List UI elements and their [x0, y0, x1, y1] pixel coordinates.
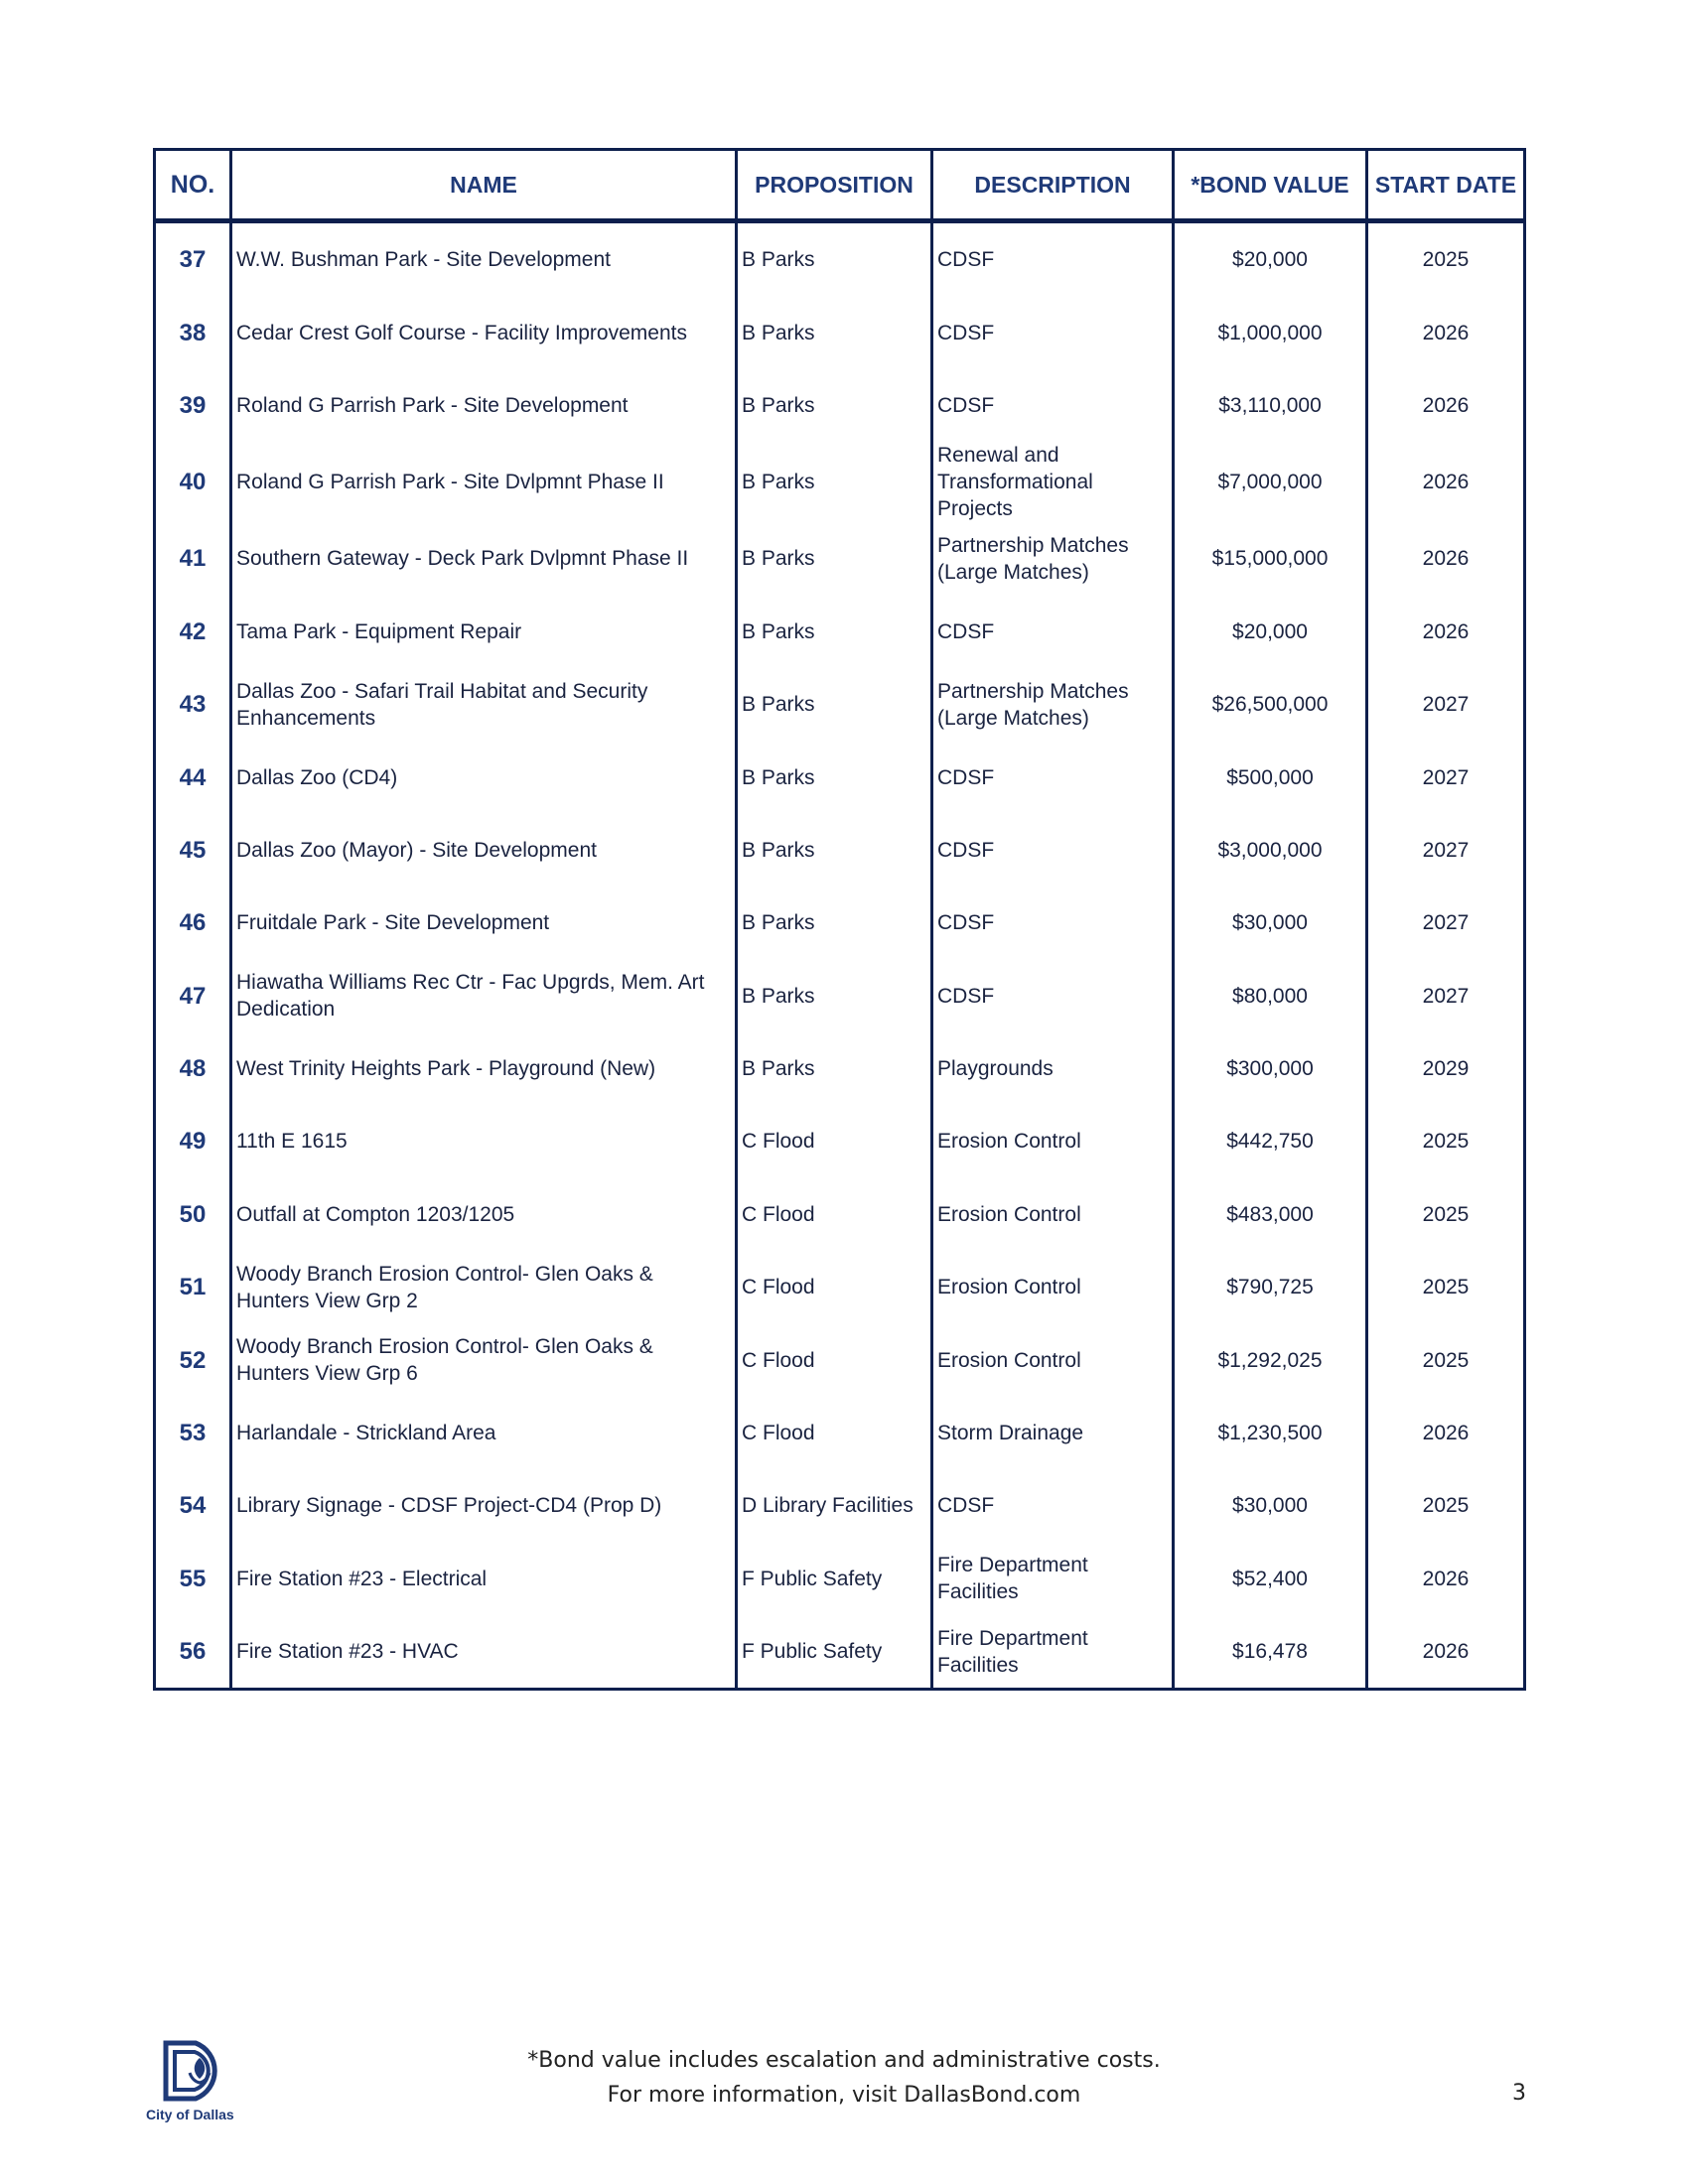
cell-description: CDSF — [932, 221, 1174, 297]
table-row — [155, 442, 1525, 522]
cell-description: CDSF — [932, 596, 1174, 668]
cell-description: CDSF — [932, 960, 1174, 1032]
header-bond-value: *BOND VALUE — [1174, 150, 1367, 221]
cell-no: 54 — [155, 1469, 231, 1542]
cell-name: Harlandale - Strickland Area — [231, 1397, 737, 1469]
cell-bond-value: $30,000 — [1174, 887, 1367, 959]
cell-proposition: C Flood — [737, 1178, 932, 1251]
cell-bond-value: $500,000 — [1174, 741, 1367, 813]
cell-description: CDSF — [932, 296, 1174, 368]
header-no: NO. — [155, 150, 231, 221]
table-row — [155, 296, 1525, 368]
cell-description: CDSF — [932, 887, 1174, 959]
cell-name: Cedar Crest Golf Course - Facility Improvements — [231, 296, 737, 368]
cell-no: 50 — [155, 1178, 231, 1251]
cell-bond-value: $1,000,000 — [1174, 296, 1367, 368]
cell-bond-value: $20,000 — [1174, 221, 1367, 297]
cell-no: 47 — [155, 960, 231, 1032]
cell-no: 38 — [155, 296, 231, 368]
cell-name: West Trinity Heights Park - Playground (New) — [231, 1032, 737, 1105]
cell-name: Tama Park - Equipment Repair — [231, 596, 737, 668]
table-row — [155, 1469, 1525, 1542]
table-row — [155, 1032, 1525, 1105]
table-row — [155, 369, 1525, 442]
cell-description: Erosion Control — [932, 1105, 1174, 1177]
table-header-row — [155, 150, 1525, 221]
cell-bond-value: $300,000 — [1174, 1032, 1367, 1105]
cell-description: Erosion Control — [932, 1251, 1174, 1323]
cell-start-date: 2025 — [1367, 1323, 1525, 1396]
cell-name: Outfall at Compton 1203/1205 — [231, 1178, 737, 1251]
cell-start-date: 2026 — [1367, 296, 1525, 368]
cell-name: Dallas Zoo (CD4) — [231, 741, 737, 813]
cell-start-date: 2025 — [1367, 1469, 1525, 1542]
header-name: NAME — [231, 150, 737, 221]
header-start-date: START DATE — [1367, 150, 1525, 221]
cell-no: 51 — [155, 1251, 231, 1323]
cell-bond-value: $7,000,000 — [1174, 442, 1367, 522]
cell-description: Erosion Control — [932, 1178, 1174, 1251]
cell-description: Renewal and Transformational Projects — [932, 442, 1174, 522]
cell-start-date: 2026 — [1367, 522, 1525, 595]
cell-start-date: 2027 — [1367, 887, 1525, 959]
cell-no: 37 — [155, 221, 231, 297]
cell-bond-value: $20,000 — [1174, 596, 1367, 668]
cell-bond-value: $3,110,000 — [1174, 369, 1367, 442]
cell-no: 43 — [155, 668, 231, 741]
cell-bond-value: $3,000,000 — [1174, 814, 1367, 887]
cell-no: 53 — [155, 1397, 231, 1469]
table-row — [155, 1615, 1525, 1690]
cell-proposition: C Flood — [737, 1105, 932, 1177]
cell-no: 52 — [155, 1323, 231, 1396]
cell-name: Hiawatha Williams Rec Ctr - Fac Upgrds, Mem. Art Dedication — [231, 960, 737, 1032]
cell-start-date: 2027 — [1367, 741, 1525, 813]
cell-proposition: C Flood — [737, 1323, 932, 1396]
cell-description: CDSF — [932, 1469, 1174, 1542]
cell-start-date: 2025 — [1367, 221, 1525, 297]
cell-start-date: 2025 — [1367, 1251, 1525, 1323]
cell-proposition: B Parks — [737, 741, 932, 813]
cell-no: 41 — [155, 522, 231, 595]
cell-start-date: 2026 — [1367, 1615, 1525, 1690]
cell-description: Partnership Matches (Large Matches) — [932, 522, 1174, 595]
table-row — [155, 960, 1525, 1032]
cell-proposition: B Parks — [737, 1032, 932, 1105]
dallas-d-icon — [162, 2039, 237, 2103]
cell-proposition: B Parks — [737, 522, 932, 595]
table-row — [155, 887, 1525, 959]
cell-proposition: C Flood — [737, 1397, 932, 1469]
table-row — [155, 668, 1525, 741]
cell-description: CDSF — [932, 814, 1174, 887]
cell-name: Roland G Parrish Park - Site Dvlpmnt Phase II — [231, 442, 737, 522]
cell-description: CDSF — [932, 741, 1174, 813]
table-row — [155, 741, 1525, 813]
cell-start-date: 2027 — [1367, 960, 1525, 1032]
table-row — [155, 1105, 1525, 1177]
table-row — [155, 814, 1525, 887]
cell-description: Fire Department Facilities — [932, 1615, 1174, 1690]
cell-start-date: 2026 — [1367, 442, 1525, 522]
table-row — [155, 1543, 1525, 1615]
cell-name: Library Signage - CDSF Project-CD4 (Prop D) — [231, 1469, 737, 1542]
cell-no: 44 — [155, 741, 231, 813]
header-proposition: PROPOSITION — [737, 150, 932, 221]
cell-description: Storm Drainage — [932, 1397, 1174, 1469]
cell-bond-value: $790,725 — [1174, 1251, 1367, 1323]
cell-start-date: 2029 — [1367, 1032, 1525, 1105]
cell-proposition: B Parks — [737, 221, 932, 297]
cell-name: Roland G Parrish Park - Site Development — [231, 369, 737, 442]
cell-name: Dallas Zoo - Safari Trail Habitat and Security Enhancements — [231, 668, 737, 741]
cell-description: CDSF — [932, 369, 1174, 442]
cell-no: 55 — [155, 1543, 231, 1615]
cell-proposition: B Parks — [737, 442, 932, 522]
cell-name: 11th E 1615 — [231, 1105, 737, 1177]
cell-bond-value: $1,230,500 — [1174, 1397, 1367, 1469]
table-row — [155, 1397, 1525, 1469]
cell-bond-value: $15,000,000 — [1174, 522, 1367, 595]
cell-proposition: D Library Facilities — [737, 1469, 932, 1542]
cell-bond-value: $52,400 — [1174, 1543, 1367, 1615]
cell-bond-value: $1,292,025 — [1174, 1323, 1367, 1396]
table-row — [155, 596, 1525, 668]
cell-proposition: B Parks — [737, 887, 932, 959]
cell-name: W.W. Bushman Park - Site Development — [231, 221, 737, 297]
cell-start-date: 2026 — [1367, 596, 1525, 668]
cell-bond-value: $442,750 — [1174, 1105, 1367, 1177]
bond-projects-sheet — [153, 148, 1523, 1691]
city-of-dallas-logo — [146, 2039, 255, 2122]
table-row — [155, 221, 1525, 297]
cell-no: 46 — [155, 887, 231, 959]
cell-bond-value: $80,000 — [1174, 960, 1367, 1032]
cell-bond-value: $16,478 — [1174, 1615, 1367, 1690]
cell-proposition: F Public Safety — [737, 1615, 932, 1690]
cell-no: 56 — [155, 1615, 231, 1690]
table-row — [155, 1178, 1525, 1251]
cell-description: Partnership Matches (Large Matches) — [932, 668, 1174, 741]
cell-name: Woody Branch Erosion Control- Glen Oaks & Hunters View Grp 2 — [231, 1251, 737, 1323]
cell-proposition: B Parks — [737, 668, 932, 741]
footnote-more-info: For more information, visit DallasBond.com — [607, 2083, 1081, 2108]
cell-start-date: 2026 — [1367, 1543, 1525, 1615]
header-description: DESCRIPTION — [932, 150, 1174, 221]
cell-no: 48 — [155, 1032, 231, 1105]
cell-proposition: B Parks — [737, 960, 932, 1032]
cell-proposition: B Parks — [737, 596, 932, 668]
cell-proposition: F Public Safety — [737, 1543, 932, 1615]
cell-start-date: 2025 — [1367, 1178, 1525, 1251]
page-number: 3 — [1512, 2081, 1526, 2106]
footnote-bond-value: *Bond value includes escalation and administrative costs. — [527, 2048, 1161, 2073]
cell-name: Woody Branch Erosion Control- Glen Oaks & Hunters View Grp 6 — [231, 1323, 737, 1396]
cell-proposition: B Parks — [737, 814, 932, 887]
cell-description: Fire Department Facilities — [932, 1543, 1174, 1615]
cell-name: Fruitdale Park - Site Development — [231, 887, 737, 959]
table-body — [155, 221, 1525, 1690]
bond-projects-table — [153, 148, 1526, 1691]
cell-name: Dallas Zoo (Mayor) - Site Development — [231, 814, 737, 887]
cell-bond-value: $483,000 — [1174, 1178, 1367, 1251]
cell-no: 40 — [155, 442, 231, 522]
cell-start-date: 2027 — [1367, 668, 1525, 741]
cell-no: 49 — [155, 1105, 231, 1177]
cell-start-date: 2025 — [1367, 1105, 1525, 1177]
cell-no: 39 — [155, 369, 231, 442]
table-row — [155, 1323, 1525, 1396]
cell-name: Fire Station #23 - Electrical — [231, 1543, 737, 1615]
cell-name: Fire Station #23 - HVAC — [231, 1615, 737, 1690]
cell-bond-value: $30,000 — [1174, 1469, 1367, 1542]
cell-start-date: 2026 — [1367, 1397, 1525, 1469]
cell-proposition: C Flood — [737, 1251, 932, 1323]
cell-start-date: 2027 — [1367, 814, 1525, 887]
logo-text: City of Dallas — [146, 2107, 234, 2122]
cell-bond-value: $26,500,000 — [1174, 668, 1367, 741]
cell-name: Southern Gateway - Deck Park Dvlpmnt Phase II — [231, 522, 737, 595]
table-row — [155, 1251, 1525, 1323]
cell-proposition: B Parks — [737, 369, 932, 442]
cell-no: 42 — [155, 596, 231, 668]
table-row — [155, 522, 1525, 595]
cell-description: Erosion Control — [932, 1323, 1174, 1396]
cell-no: 45 — [155, 814, 231, 887]
cell-proposition: B Parks — [737, 296, 932, 368]
cell-start-date: 2026 — [1367, 369, 1525, 442]
cell-description: Playgrounds — [932, 1032, 1174, 1105]
